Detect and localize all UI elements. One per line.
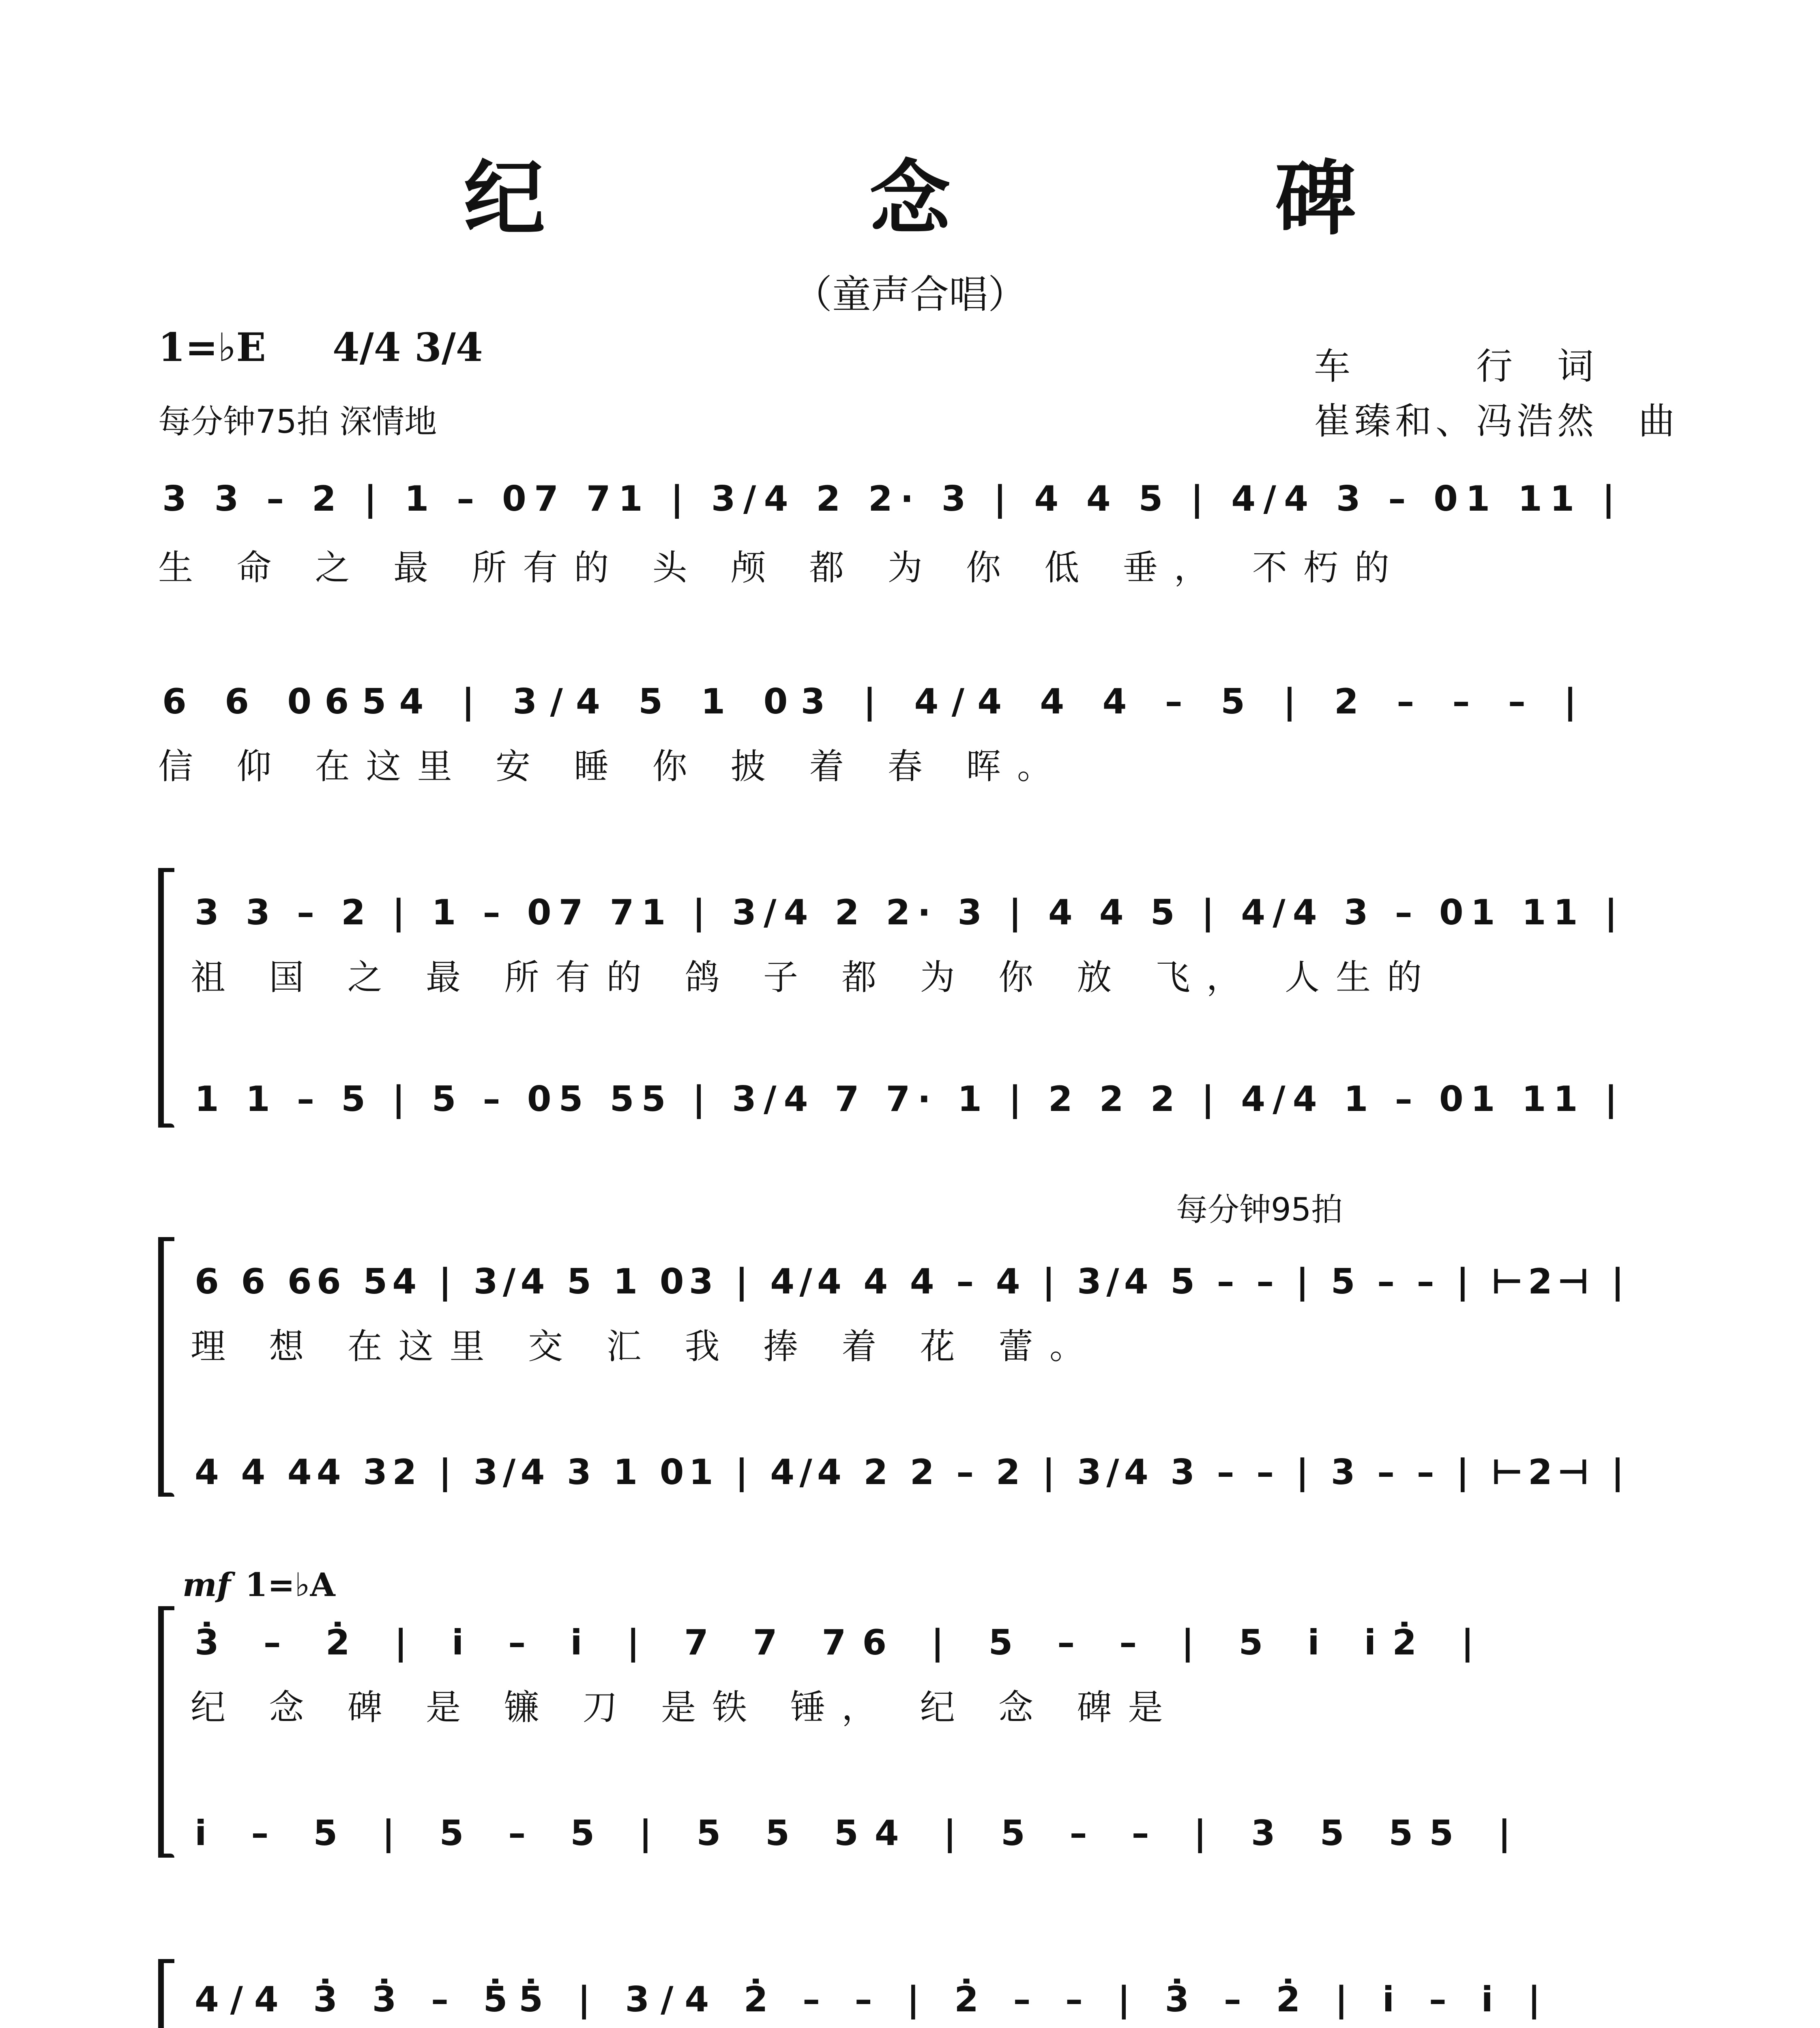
lyrics-line: 纪 念 碑 是 镰 刀 是铁 锤， 纪 念 碑是 [191,1687,1179,1728]
system-brace [158,868,164,1128]
melody-line: 3 3 – 2 | 1 – 07 71 | 3/4 2 2· 3 | 4 4 5 | 4/4 3 – 01 11 | [162,479,1623,519]
tempo-marking: 每分钟75拍 深情地 [158,403,437,440]
tempo-change: 每分钟95拍 [1176,1192,1343,1228]
dynamic-marking: mf [182,1566,231,1604]
upper-voice-line: 3 3 – 2 | 1 – 07 71 | 3/4 2 2· 3 | 4 4 5 | 4/4 3 – 01 11 | [195,892,1625,933]
time-signature: 4/4 3/4 [333,324,483,370]
dynamic-and-key-change [182,1566,335,1604]
lower-voice-line: 4 4 44 32 | 3/4 3 1 01 | 4/4 2 2 – 2 | 3/4 3 – – | 3 – – | ⊢2⊣ | [195,1452,1629,1493]
lower-voice-line: i – 5 | 5 – 5 | 5 5 54 | 5 – – | 3 5 55 | [195,1813,1527,1854]
upper-voice-line: 6 6 66 54 | 3/4 5 1 03 | 4/4 4 4 – 4 | 3/4 5 – – | 5 – – | ⊢2⊣ | [195,1261,1629,1302]
page-title: 纪 念 碑 [464,151,1478,246]
lower-voice-line: 1 1 – 5 | 5 – 05 55 | 3/4 7 7· 1 | 2 2 2 | 4/4 1 – 01 11 | [195,1079,1625,1119]
subtitle: （童声合唱） [793,272,1027,317]
lyrics-line: 理 想 在这里 交 汇 我 捧 着 花 蕾。 [191,1326,1101,1367]
lyrics-line: 生 命 之 最 所有的 头 颅 都 为 你 低 垂， 不朽的 [158,548,1406,588]
lyricist-credit: 车 行 词 [1314,345,1598,388]
upper-voice-line: 4/4 3̇ 3̇ – 5̇5̇ | 3/4 2̇ – – | 2̇ – – | 3̇ – 2̇ | i – i | [195,1979,1552,2020]
key-signature: 1=♭E [158,324,266,370]
lyrics-line: 信 仰 在这里 安 睡 你 披 着 春 晖。 [158,746,1069,787]
system-brace [158,1237,164,1497]
key-change: 1=♭A [245,1566,335,1604]
system-brace [158,1606,164,1858]
melody-line: 6 6 0654 | 3/4 5 1 03 | 4/4 4 4 – 5 | 2 – – – | [162,681,1590,722]
upper-voice-line: 3̇ – 2̇ | i – i | 7 7 76 | 5 – – | 5 i i2̇ | [195,1622,1490,1663]
system-brace [158,1959,164,2028]
composer-credit: 崔臻和、冯浩然 曲 [1314,400,1679,443]
lyrics-line: 祖 国 之 最 所有的 鸽 子 都 为 你 放 飞， 人生的 [191,957,1438,998]
